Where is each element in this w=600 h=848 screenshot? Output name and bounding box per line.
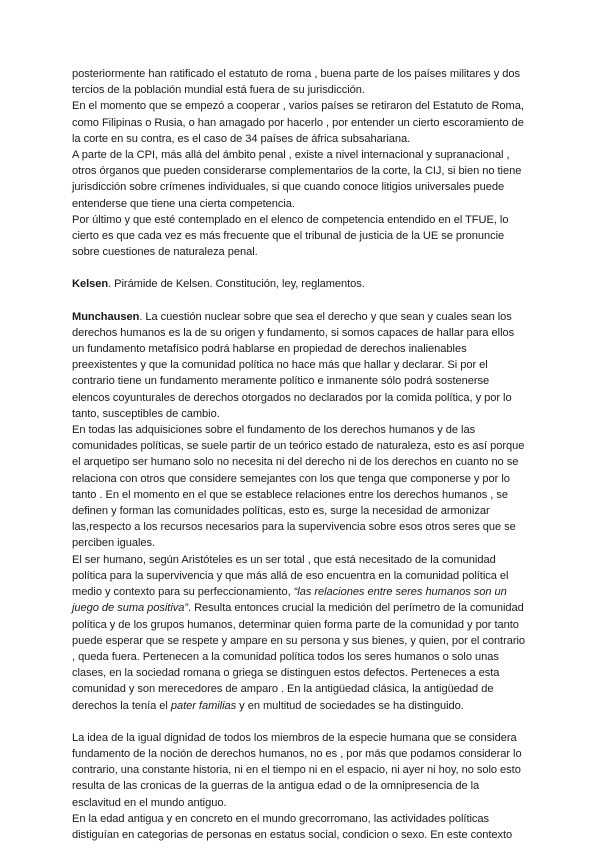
munchausen-term: Munchausen <box>72 310 140 323</box>
aristotle-text-middle: . Resulta entonces crucial la medición del perímetro de la comunidad política y de los grupos humanos, determinar quien forma parte de la comunidad y por tanto puede esperar que se respete y ampare en su persona y sus bienes, y quien, por el contrario , queda fuera. Pertenecen a la comunidad política todos los seres humanos o solo unas clases, en la sociedad romana o griega se distinguen estos defectos. Perteneces a esta comunidad y son merecedores de amparo . En la antigüedad clásica, la antigüedad de derechos la tenía el <box>72 602 526 712</box>
kelsen-term: Kelsen <box>72 278 109 291</box>
paragraph-spacer <box>72 293 528 309</box>
pater-familias-term: pater familias <box>170 699 237 712</box>
paragraph-withdrawal: En el momento que se empezó a cooperar , varios países se retiraron del Estatuto de Roma, como Filipinas o Rusia, o han amagado por hacerlo , por entender un cierto escoramiento de la corte en su contra, es el caso de 34 países de áfrica subsahariana. <box>72 100 524 145</box>
paragraph-tfue: Por último y que esté contemplado en el elenco de competencia entendido en el TFUE, lo cierto es que cada vez es más frecuente que el tribunal de justicia de la UE se pronuncie sobre cuestiones de naturaleza penal. <box>72 213 509 259</box>
paragraph-ratification: posteriormente han ratificado el estatuto de roma , buena parte de los países militares y dos tercios de la población mundial está fuera de su jurisdicción. <box>72 68 520 97</box>
paragraph-spacer <box>72 260 528 276</box>
kelsen-text: . Pirámide de Kelsen. Constitución, ley, reglamentos. <box>108 278 365 291</box>
aristotle-text-start: El ser humano, según Aristóteles es un ser total , que está necesitado de la comunidad política para la supervivencia y que más allá de eso encuentra en la comunidad política el medio y contexto para su perfeccionamiento, <box>72 553 509 599</box>
paragraph-munchausen <box>72 309 528 422</box>
paragraph-spacer <box>72 714 528 730</box>
paragraph-kelsen <box>72 276 528 292</box>
paragraph-antiquity: En la edad antigua y en concreto en el mundo grecorromano, las actividades políticas distiguían en categorias de personas en estatus social, condicion o sexo. En este contexto <box>72 812 513 841</box>
paragraph-aristotle <box>72 552 528 714</box>
paragraph-dignity: La idea de la igual dignidad de todos los miembros de la especie humana que se considera fundamento de la noción de derechos humanos, no es , por más que podamos considerar lo contrario, una constante historia, ni en el tiempo ni en el espacio, ni ayer ni hoy, no solo esto resulta de las cronicas de la guerras de la antigua edad o de la omnipresencia de la esclavitud en el mundo antiguo. <box>72 731 522 809</box>
aristotle-quote: “las relaciones entre seres humanos son un juego de suma positiva” <box>72 586 507 615</box>
paragraph-state-of-nature: En todas las adquisiciones sobre el fundamento de los derechos humanos y de las comunidades políticas, se suele partir de un teórico estado de naturaleza, esto es así porque el arquetipo ser humano solo no necesita ni del derecho ni de los derechos en cuanto no se relaciona con otros que considere semejantes con los que tenga que componerse y por lo tanto . En el momento en el que se establece relaciones entre los derechos humanos , se definen y forman las comunidades políticas, esto es, surge la necesidad de armonizar las,respecto a los recursos necesarios para la supervivencia sobre esos otros seres que se perciben iguales. <box>72 424 525 550</box>
aristotle-text-end: y en multitud de sociedades se ha distinguido. <box>236 699 464 712</box>
document-page <box>72 66 528 843</box>
munchausen-text: . La cuestión nuclear sobre que sea el derecho y que sean y cuales sean los derechos humanos es la de su origen y fundamento, si somos capaces de hallar para ellos un fundamento metafísico podrá hablarse en propiedad de derechos inalienables preexistentes y que la comunidad política no hace más que hallar y declarar. Si por el contrario tiene un fundamento meramente político e inmanente sólo podrá sostenerse elencos coyunturales de derechos otorgados no declarados por la comida política, y por lo tanto, susceptibles de cambio. <box>72 310 515 420</box>
paragraph-cpi-cij: A parte de la CPI, más allá del ámbito penal , existe a nivel internacional y supranacional , otros órganos que pueden considerarse complementarios de la corte, la CIJ, si bien no tiene jurisdicción sobre crímenes individuales, si que cuando conoce litigios universales puede entenderse que tiene una cierta competencia. <box>72 149 522 210</box>
